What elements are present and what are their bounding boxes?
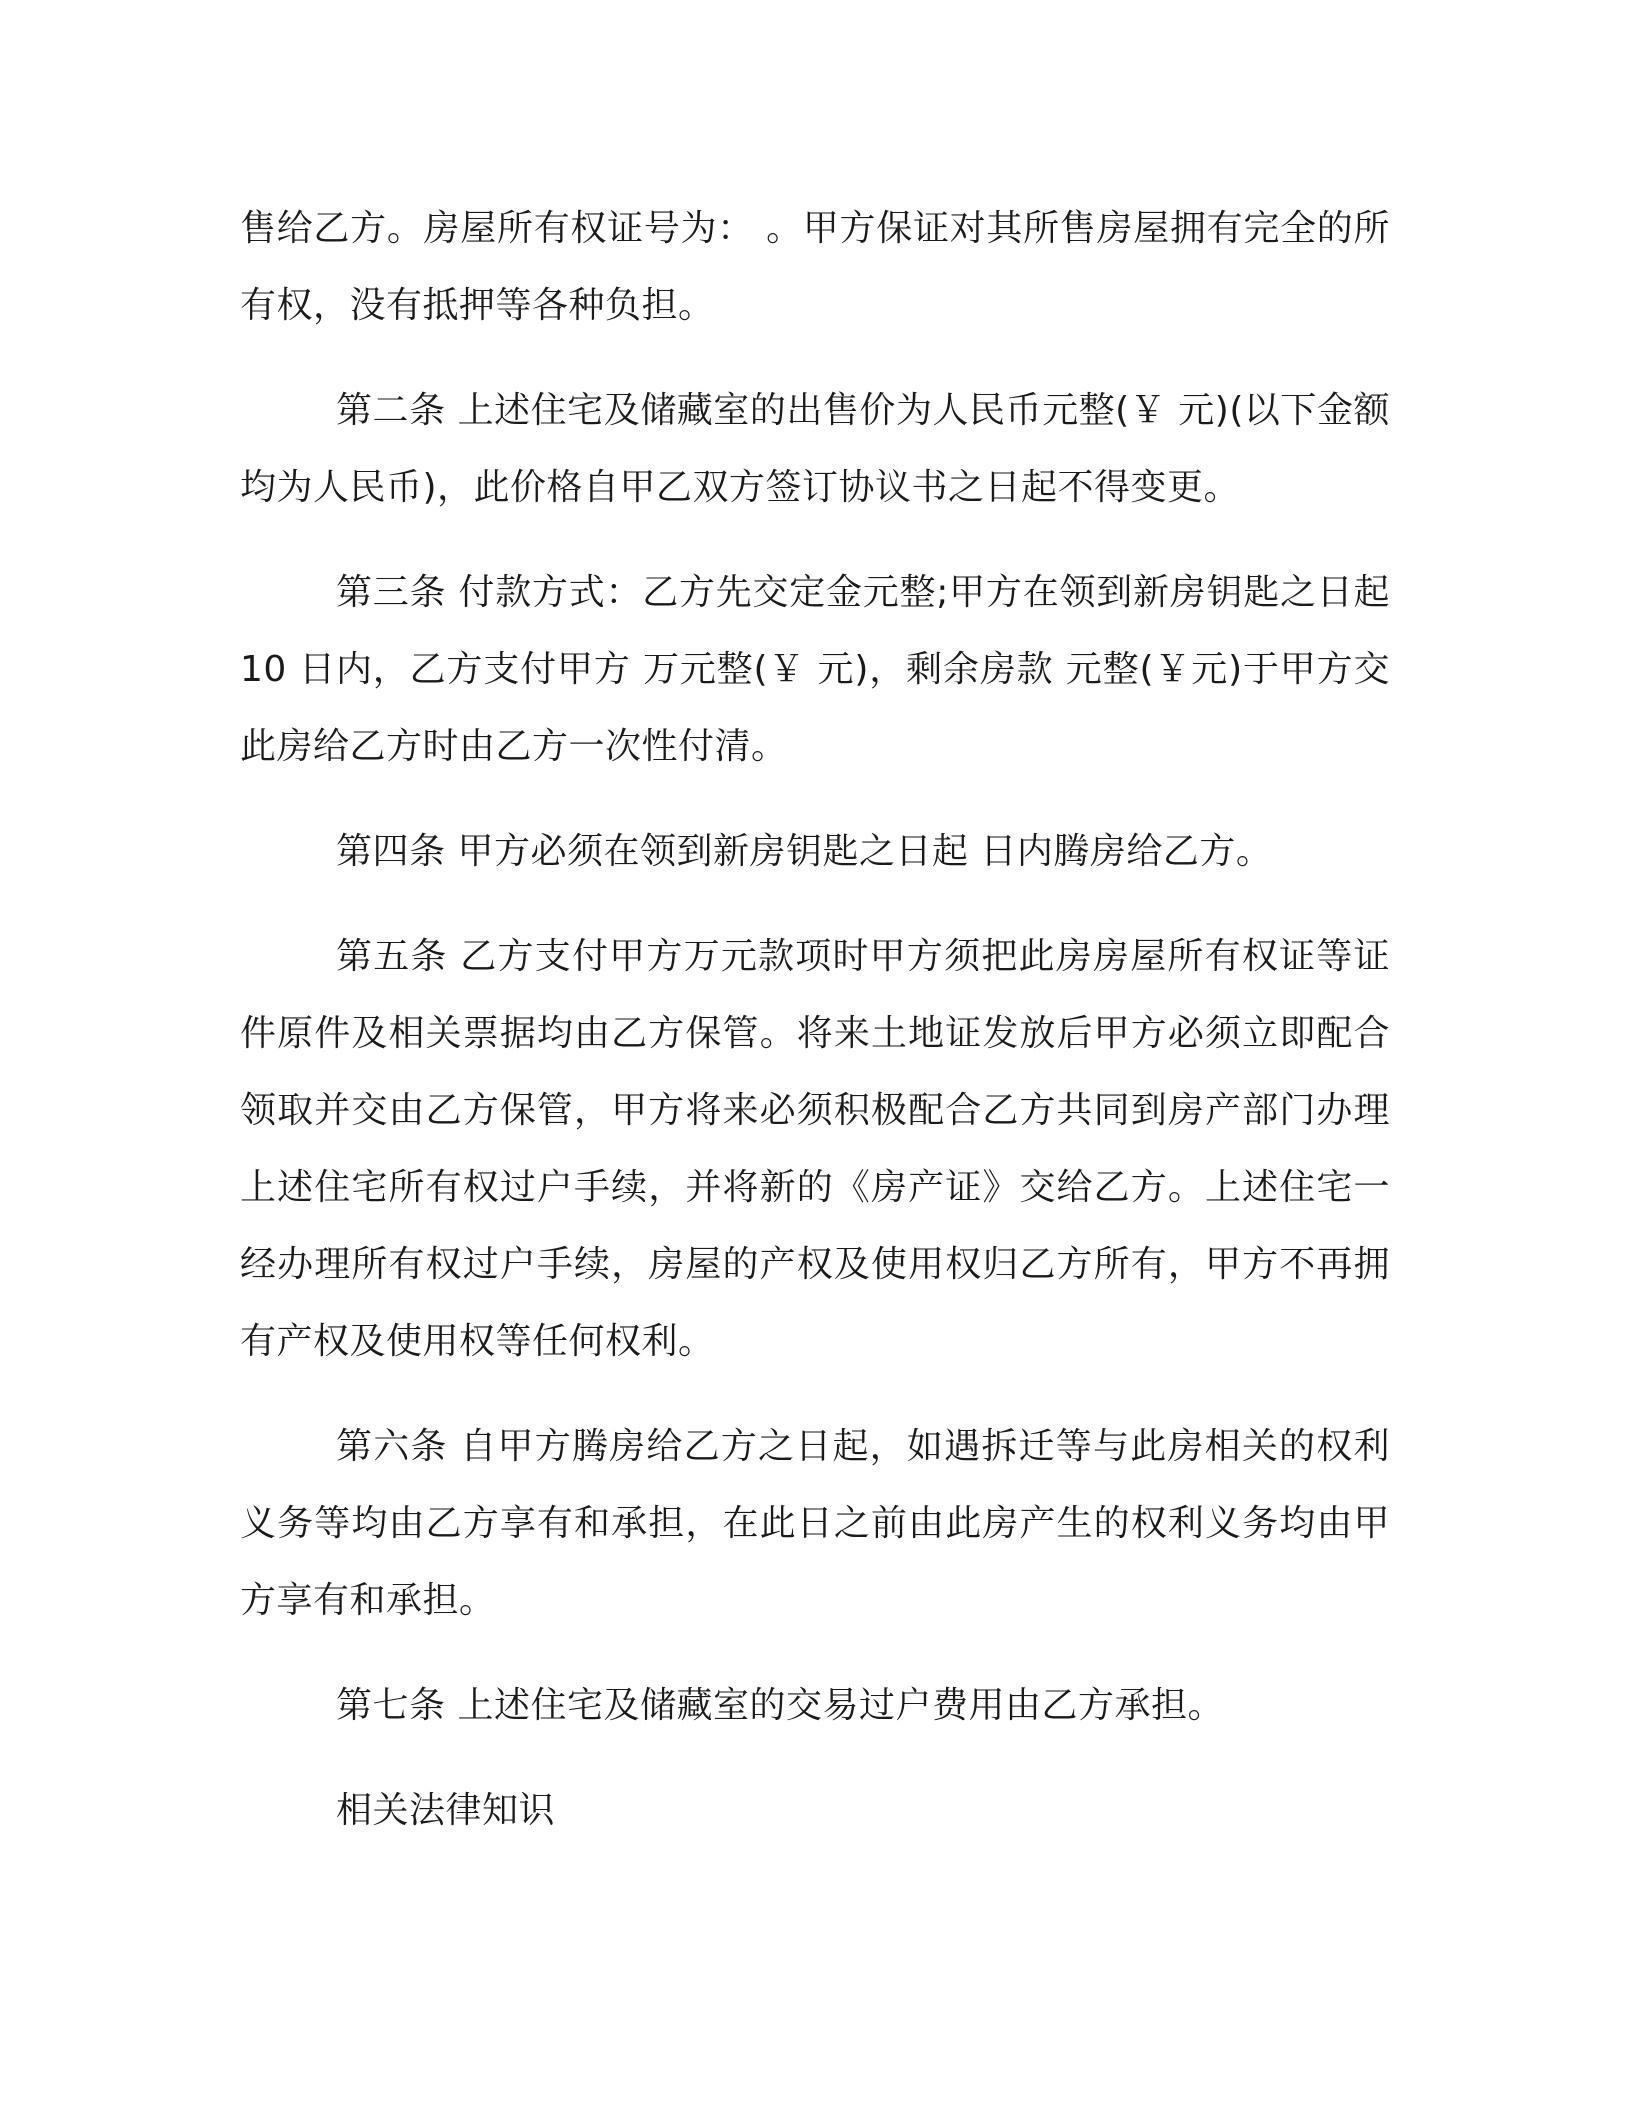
article-3: 第三条 付款方式：乙方先交定金元整;甲方在领到新房钥匙之日起 10 日内，乙方支付甲方 万元整(￥ 元)，剩余房款 元整(￥元)于甲方交此房给乙方时由乙方一次性付清。	[240, 572, 1390, 767]
section-heading: 相关法律知识	[336, 1790, 556, 1831]
article-4: 第四条 甲方必须在领到新房钥匙之日起 日内腾房给乙方。	[336, 831, 1273, 872]
article-6: 第六条 自甲方腾房给乙方之日起，如遇拆迁等与此房相关的权利义务等均由乙方享有和承担，在此日之前由此房产生的权利义务均由甲方享有和承担。	[240, 1426, 1390, 1621]
article-5: 第五条 乙方支付甲方万元款项时甲方须把此房房屋所有权证等证件原件及相关票据均由乙方保管。将来土地证发放后甲方必须立即配合领取并交由乙方保管，甲方将来必须积极配合乙方共同到房产部门办理上述住宅所有权过户手续，并将新的《房产证》交给乙方。上述住宅一经办理所有权过户手续，房屋的产权及使用权归乙方所有，甲方不再拥有产权及使用权等任何权利。	[240, 936, 1390, 1362]
paragraph-continuation: 售给乙方。房屋所有权证号为： 。甲方保证对其所售房屋拥有完全的所有权，没有抵押等各种负担。	[240, 208, 1390, 326]
document-body	[240, 190, 1390, 1849]
article-7: 第七条 上述住宅及储藏室的交易过户费用由乙方承担。	[336, 1685, 1224, 1726]
article-2: 第二条 上述住宅及储藏室的出售价为人民币元整(￥ 元)(以下金额均为人民币)，此价格自甲乙双方签订协议书之日起不得变更。	[240, 390, 1390, 508]
